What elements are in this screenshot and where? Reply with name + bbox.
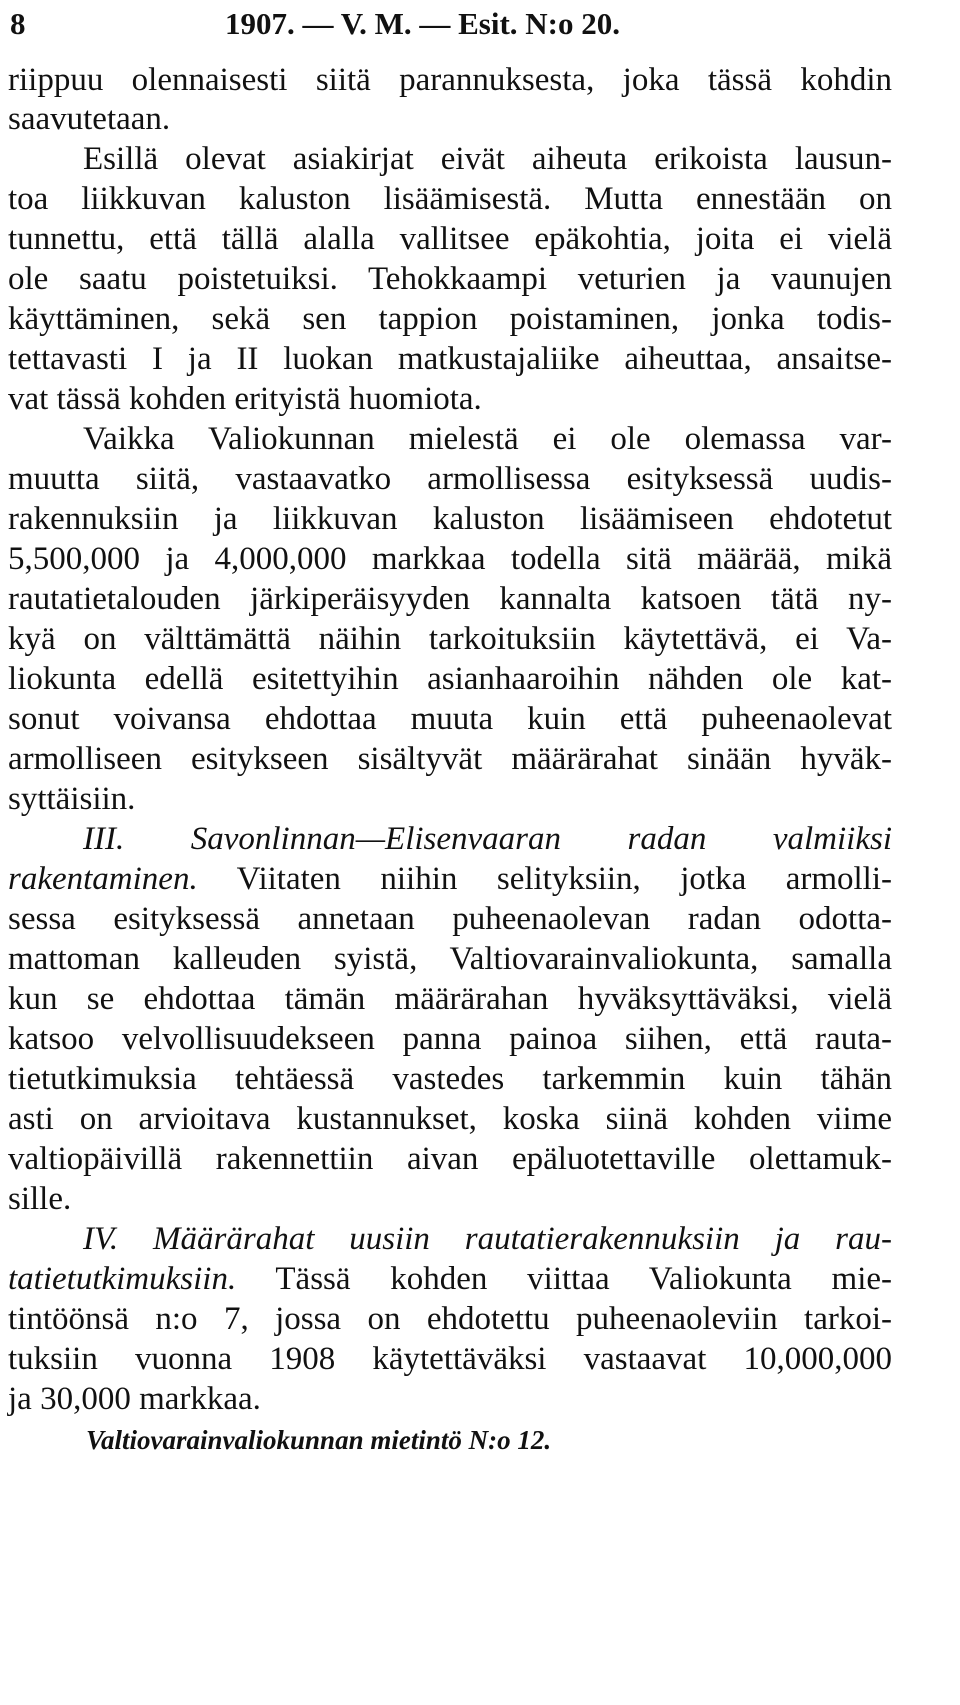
text-line: kyä on välttämättä näihin tarkoituksiin käytettävä, ei Va- [8,621,892,657]
text-line: sonut voivansa ehdottaa muuta kuin että puheenaolevat [8,701,892,737]
text-fragment: Tässä kohden viittaa Valiokunta mie- [275,1261,893,1297]
text-line: muutta siitä, vastaavatko armollisessa esityksessä uudis- [8,461,892,497]
text-line: rautatietalouden järkiperäisyyden kannalta katsoen tätä ny- [8,581,892,617]
text-line [8,857,892,901]
text-line [8,1257,892,1301]
text-line: valtiopäivillä rakennettiin aivan epäluotettaville olettamuk- [8,1141,892,1177]
text-line: armolliseen esitykseen sisältyvät määrärahat sinään hyväk- [8,741,892,777]
page-footer: Valtiovarainvaliokunnan mietintö N:o 12. [86,1425,552,1455]
text-line: Vaikka Valiokunnan mielestä ei ole olemassa var- [83,421,892,457]
section-heading: IV. Määrärahat uusiin rautatierakennuksiin ja rau- [83,1221,892,1257]
text-line: syttäisiin. [8,781,136,817]
text-line: toa liikkuvan kaluston lisäämisestä. Mutta ennestään on [8,181,892,217]
text-line: vat tässä kohden erityistä huomiota. [8,381,482,417]
text-line: sessa esityksessä annetaan puheenaolevan radan odotta- [8,901,892,937]
text-line: liokunta edellä esitettyihin asianhaaroihin nähden ole kat- [8,661,892,697]
text-line: käyttäminen, sekä sen tappion poistaminen, jonka todis- [8,301,892,337]
text-line: kun se ehdottaa tämän määrärahan hyväksyttäväksi, vielä [8,981,892,1017]
text-line: ole saatu poistetuiksi. Tehokkaampi veturien ja vaunujen [8,261,892,297]
text-line: tietutkimuksia tehtäessä vastedes tarkemmin kuin tähän [8,1061,892,1097]
text-line: sille. [8,1181,72,1217]
header-title: 1907. — V. M. — Esit. N:o 20. [225,6,620,41]
text-line: riippuu olennaisesti siitä parannuksesta, joka tässä kohdin [8,62,892,98]
text-line: tintöönsä n:o 7, jossa on ehdotettu puheenaoleviin tarkoi- [8,1301,892,1337]
page-header [10,2,910,46]
page-number: 8 [10,6,26,41]
text-line: tunnettu, että tällä alalla vallitsee epäkohtia, joita ei vielä [8,221,892,257]
text-line: Esillä olevat asiakirjat eivät aiheuta erikoista lausun- [83,141,892,177]
text-line: rakennuksiin ja liikkuvan kaluston lisäämiseen ehdotetut [8,501,892,537]
section-heading-cont: rakentaminen. [8,861,198,897]
section-heading-cont: tatietutkimuksiin. [8,1261,237,1297]
text-line: asti on arvioitava kustannukset, koska siinä kohden viime [8,1101,892,1137]
text-line: katsoo velvollisuudekseen panna painoa siihen, että rauta- [8,1021,892,1057]
section-heading: III. Savonlinnan—Elisenvaaran radan valmiiksi [83,821,892,857]
text-fragment: Viitaten niihin selityksiin, jotka armolli- [236,861,893,897]
text-line: ja 30,000 markkaa. [8,1381,261,1417]
text-line: 5,500,000 ja 4,000,000 markkaa todella sitä määrää, mikä [8,541,892,577]
text-line: tettavasti I ja II luokan matkustajaliike aiheuttaa, ansaitse- [8,341,892,377]
text-line: saavutetaan. [8,101,171,137]
text-line: tuksiin vuonna 1908 käytettäväksi vastaavat 10,000,000 [8,1341,892,1377]
text-line: mattoman kalleuden syistä, Valtiovarainvaliokunta, samalla [8,941,892,977]
